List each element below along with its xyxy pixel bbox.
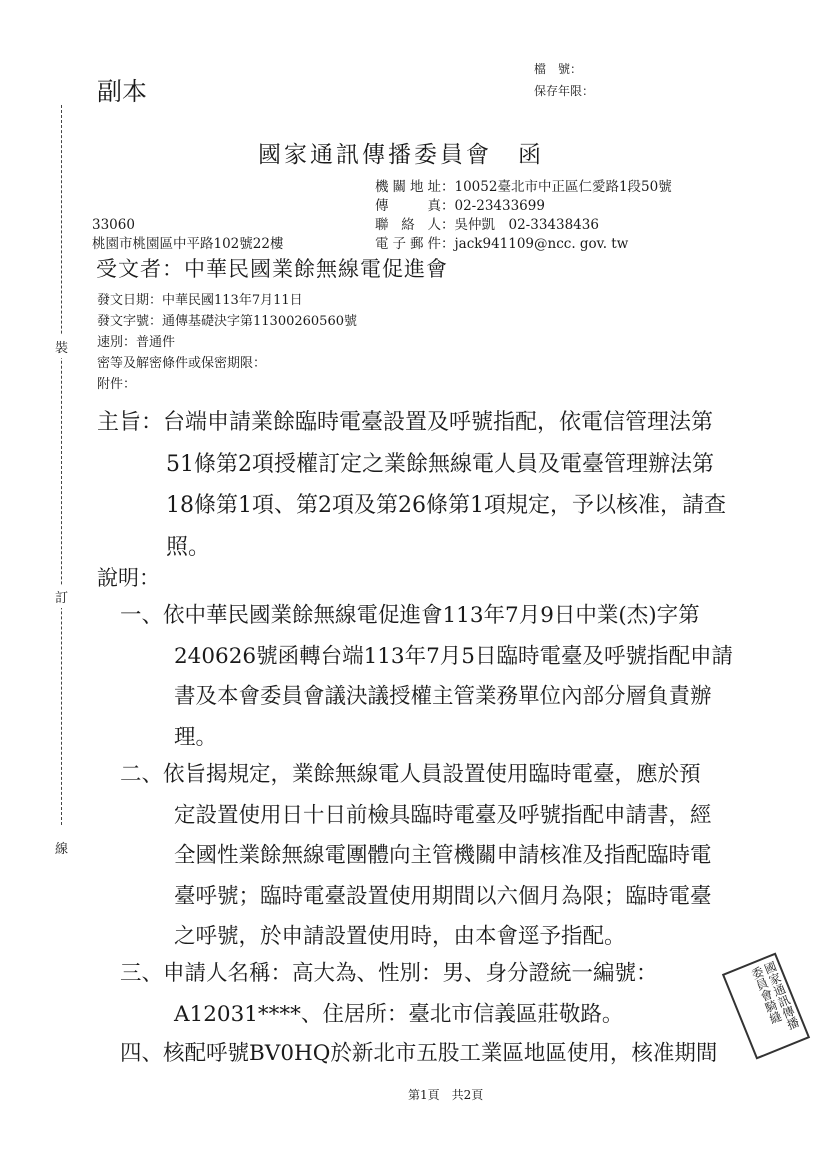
recipient: 受文者：中華民國業餘無線電促進會 xyxy=(96,257,448,281)
explain-item-3 xyxy=(120,954,658,1035)
item-line: 三、申請人名稱：高大為、性別：男、身分證統一編號： xyxy=(120,961,658,986)
archive-no-label: 檔 號： xyxy=(534,62,583,76)
item-line: 一、依中華民國業餘無線電促進會113年7月9日中業(杰)字第 xyxy=(120,603,700,628)
attachments: 附件： xyxy=(97,377,137,392)
archive-info xyxy=(534,58,594,102)
item-line: 240626號函轉台端113年7月5日臨時電臺及呼號指配申請 xyxy=(174,643,733,669)
confidentiality: 密等及解密條件或保密期限： xyxy=(97,356,267,371)
contact-person: 聯 絡 人：吳仲凱 02-33438436 xyxy=(375,217,599,233)
copy-mark: 副本 xyxy=(97,77,148,106)
retention-label: 保存年限： xyxy=(534,84,595,98)
item-line: A12031****、住居所：臺北市信義區莊敬路。 xyxy=(174,1001,624,1027)
explain-label: 說明： xyxy=(97,566,160,590)
item-line: 書及本會委員會議決議授權主管業務單位內部分層負責辦 xyxy=(174,684,712,709)
issue-number: 發文字號：通傳基礎決字第11300260560號 xyxy=(97,314,357,329)
contact-email: 電子郵件：jack941109@ncc. gov. tw xyxy=(375,236,629,252)
explain-item-4 xyxy=(120,1034,717,1075)
subject-line: 18條第1項、第2項及第26條第1項規定，予以核准，請查 xyxy=(166,493,726,518)
contact-fax: 傳 真：02-23433699 xyxy=(375,198,545,214)
binding-line xyxy=(61,105,62,825)
item-line: 定設置使用日十日前檢具臨時電臺及呼號指配申請書，經 xyxy=(174,802,712,828)
item-line: 四、核配呼號BV0HQ於新北市五股工業區地區使用，核准期間 xyxy=(120,1041,718,1066)
binding-char-ding: 訂 xyxy=(55,585,68,608)
document-title: 國家通訊傳播委員會 函 xyxy=(258,142,544,168)
subject-line: 照。 xyxy=(166,534,211,560)
postal-block xyxy=(92,216,283,254)
subject-line: 51條第2項授權訂定之業餘無線電人員及電臺管理辦法第 xyxy=(166,451,714,477)
subject-paragraph xyxy=(97,402,726,568)
meta-block xyxy=(97,290,357,395)
postal-address: 桃園市桃園區中平路102號22樓 xyxy=(92,236,284,252)
binding-char-zhuang: 裝 xyxy=(55,335,68,358)
page-footer: 第1頁 共2頁 xyxy=(408,1088,484,1102)
item-line: 全國性業餘無線電團體向主管機關申請核准及指配臨時電 xyxy=(174,843,712,868)
explain-item-2 xyxy=(120,755,712,958)
contact-address: 機關地址：10052臺北市中正區仁愛路1段50號 xyxy=(375,179,672,195)
item-line: 臺呼號；臨時電臺設置使用期間以六個月為限；臨時電臺 xyxy=(174,883,712,909)
seal-stamp: 國家通訊傳播委員會騎縫 xyxy=(722,952,810,1059)
postal-code: 33060 xyxy=(92,217,135,233)
urgency: 速別：普通件 xyxy=(97,335,176,350)
binding-char-xian: 線 xyxy=(55,836,68,859)
issue-date: 發文日期：中華民國113年7月11日 xyxy=(97,293,303,308)
explain-item-1 xyxy=(120,596,733,758)
item-line: 二、依旨揭規定，業餘無線電人員設置使用臨時電臺，應於預 xyxy=(120,762,701,787)
contact-block xyxy=(375,178,672,254)
item-line: 之呼號，於申請設置使用時，由本會逕予指配。 xyxy=(174,924,626,949)
subject-line: 主旨：台端申請業餘臨時電臺設置及呼號指配，依電信管理法第 xyxy=(97,410,714,435)
item-line: 理。 xyxy=(174,724,218,750)
